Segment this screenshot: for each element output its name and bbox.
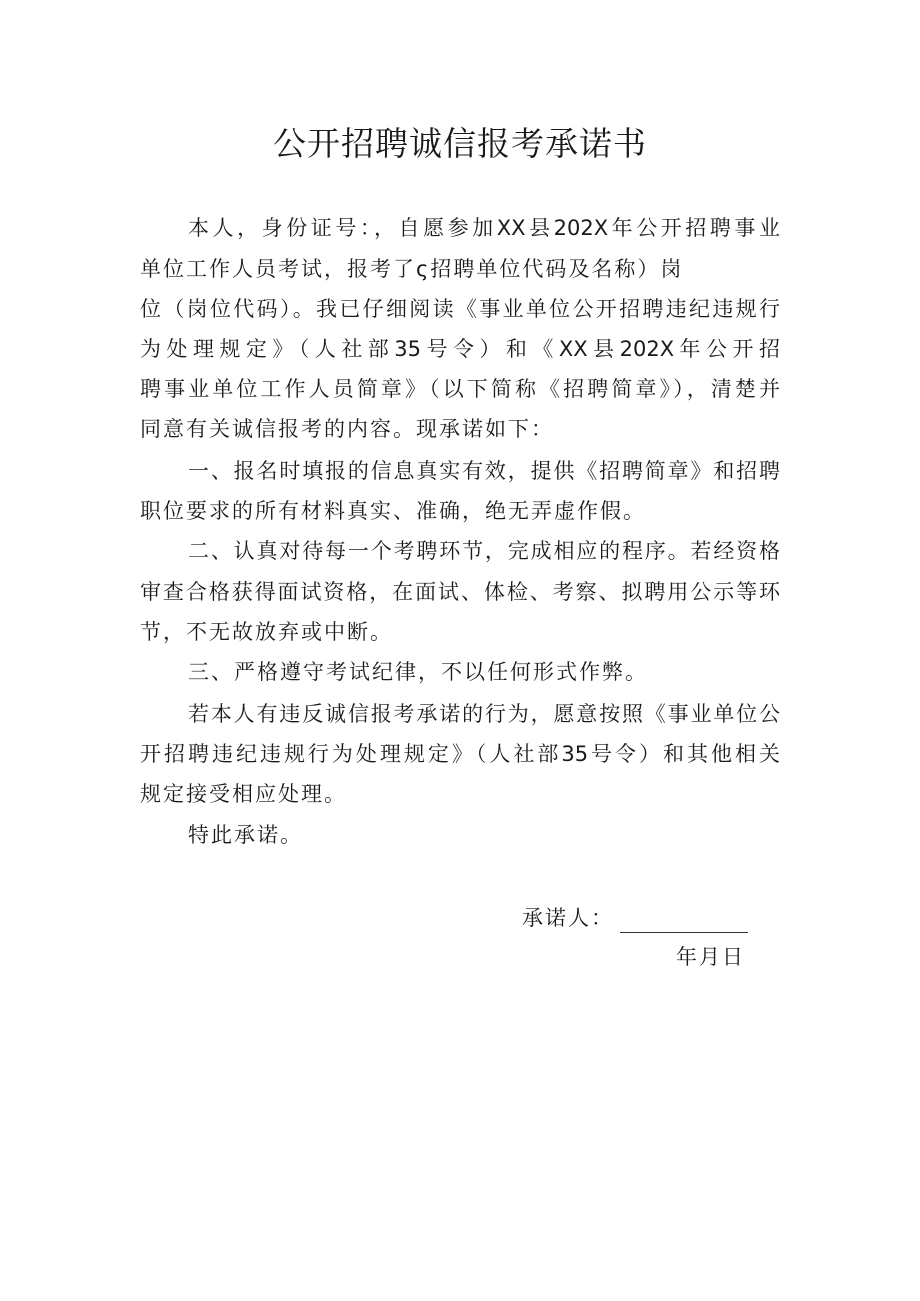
consequence-line: 开招聘违纪违规行为处理规定》（人社部35号令）和其他相关 bbox=[140, 742, 780, 766]
signature-block bbox=[522, 898, 748, 938]
consequence-line: 若本人有违反诚信报考承诺的行为，愿意按照《事业单位公 bbox=[188, 702, 780, 726]
clause-three-line: 三、严格遵守考试纪律，不以任何形式作弊。 bbox=[188, 660, 648, 684]
clause-two-line: 二、认真对待每一个考聘环节，完成相应的程序。若经资格 bbox=[188, 539, 780, 563]
signature-blank[interactable] bbox=[620, 906, 748, 933]
paragraph-line: 为处理规定》（人社部35号令）和《XX县202X年公开招 bbox=[140, 337, 780, 361]
paragraph-line: 本人，身份证号：，自愿参加XX县202X年公开招聘事业 bbox=[188, 216, 780, 240]
clause-two-line: 节，不无故放弃或中断。 bbox=[140, 620, 393, 644]
paragraph-line: 单位工作人员考试，报考了ς招聘单位代码及名称）岗 bbox=[140, 257, 684, 281]
signature-label: 承诺人： bbox=[522, 906, 614, 930]
clause-two-line: 审查合格获得面试资格，在面试、体检、考察、拟聘用公示等环 bbox=[140, 580, 780, 604]
paragraph-line: 位（岗位代码）。我已仔细阅读《事业单位公开招聘违纪违规行 bbox=[140, 297, 780, 321]
clause-one-line: 一、报名时填报的信息真实有效，提供《招聘简章》和招聘 bbox=[188, 459, 780, 483]
document-title: 公开招聘诚信报考承诺书 bbox=[273, 124, 647, 163]
date-label: 年月日 bbox=[676, 945, 745, 969]
closing-line: 特此承诺。 bbox=[188, 823, 303, 847]
consequence-line: 规定接受相应处理。 bbox=[140, 782, 347, 806]
paragraph-line: 同意有关诚信报考的内容。现承诺如下： bbox=[140, 417, 554, 441]
clause-one-line: 职位要求的所有材料真实、准确，绝无弄虚作假。 bbox=[140, 499, 646, 523]
paragraph-line: 聘事业单位工作人员简章》（以下简称《招聘简章》），清楚并 bbox=[140, 377, 780, 401]
